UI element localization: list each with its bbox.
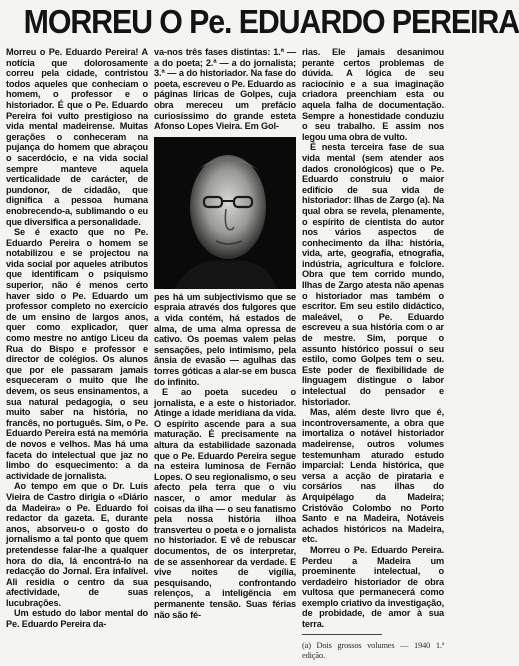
col1-para-2: Se é exacto que no Pe. Eduardo Pereira o homem se notabilizou e se projectou na vida social por aqueles atributos que identificam o psiquismo superior, não é menos certo haver sido o Pe. Eduardo um professor completo no exercício de um ensino de largos anos, quer como explicador, quer como mestre no antigo Liceu da Rua do Bispo e professor e director de colégios. Os alunos que por ele passaram jamais esqueceram o muito que lhe devem, os seus ensinamentos, a sua natural pedagogia, o seu muito saber na história, no francês, no português. Sim, o Pe. Eduardo Pereira está na memória de novos e velhos. Mas há uma faceta do intelectual que jaz no limbo do esquecimento: a da actividade de jornalista. [6,227,148,481]
column-3 [302,47,444,662]
col3-para-2: É nesta terceira fase de sua vida mental (sem atender aos dados cronológicos) que o Pe. Eduardo construiu o maior edifício de sua vida de historiador: Ilhas de Zargo (a). Na qual obra se revela, plenamente, o espírito de cientista do autor nos vários aspectos de conhecimento da ilha: história, vida, arte, geografia, etnografia, indústria, agricultura e folclore. Obra que tem corrido mundo, Ilhas de Zargo atesta não apenas o historiador mas também o escritor. Em seu estilo didáctico, maleável, o Pe. Eduardo escreveu a sua história com o ar de mestre. Sim, porque o assunto histórico possui o seu estilo, como Golpes tem o seu. Este poder de flexibilidade de linguagem distingue o labor intelectual do pensador e historiador. [302,142,444,407]
portrait-photo [154,137,296,289]
col2-para-top: va-nos três fases distintas: 1.ª — a do poeta; 2.ª — a do jornalista; 3.ª — a do historiador. Na fase do poeta, escreveu o Pe. Eduardo as páginas líricas de Golpes, cuja obra mereceu um prefácio curiosíssimo do grande esteta Afonso Lopes Vieira. Em Gol- [154,47,296,132]
col3-para-1: rias. Ele jamais desanimou perante certos problemas de dúvida. A lógica de seu raciocínio e a sua imaginação criadora preenchiam esta ou aquela falha de documentação. Sempre a honestidade conduziu o seu trabalho. E assim nos legou uma obra de vulto. [302,47,444,142]
article-columns [6,47,447,662]
col1-para-1: Morreu o Pe. Eduardo Pereira! A notícia que dolorosamente correu pela cidade, contristou todos aqueles que conheciam o homem, o professor e o historiador. É que o Pe. Eduardo Pereira foi vulto prestigioso na vida mental madeirense. Muitas gerações o conheceram na pujança do homem que abraçou o sacerdócio, e na vida social sempre manteve aquela verticalidade de carácter, de pundonor, de cidadão, que dignifica a pessoa humana enobrecendo-a, sublimando o eu que diversifica a personalidade. [6,47,148,227]
footnote: (a) Dois grossos volumes — 1940 1.ª edição. [302,640,444,661]
col2-para-3: E ao poeta sucedeu o jornalista, e a este o historiador. Atinge a idade meridiana da vida. O espírito ascende para a sua maturação. É precisamente na altura da estabilidade sazonada que o Pe. Eduardo Pereira segue na esteira luminosa de Fernão Lopes. O seu regionalismo, o seu afecto pela terra que o viu nascer, o amor medular às coisas da ilha — o seu fanatismo pela nossa história ilhoa transverteu o poeta e o jornalista no historiador. E vê de rebuscar documentos, de os interpretar, de se assenhorear da verdade. E vive noites de vigília, pesquisando, confrontando relenços, a inteligência em permanente tensão. Suas férias não são fé- [154,387,296,620]
portrait-image [154,137,296,289]
col2-para-2: pes há um subjectivismo que se espraia através dos fulgores que a vida contém, há estados de alma, de uma alma opressa de cativo. Os poemas valem pelas sensações, pelo intimismo, pela ânsia de evasão — agulhas das torres góticas a alar-se em busca do infinito. [154,291,296,387]
column-1 [6,47,148,630]
col3-para-4: Morreu o Pe. Eduardo Pereira. Perdeu a Madeira um proeminente intelectual, o verdadeiro historiador de obra vultosa que permanecerá como exemplo criativo da investigação, de probidade, de amor à sua terra. [302,544,444,630]
footnote-divider [302,634,382,635]
column-2 [154,47,296,620]
col3-para-3: Mas, além deste livro que é, incontroversamente, a obra que imortaliza o notável historiador madeirense, outros volumes testemunham aturado estudo imparcial: Lenda histórica, que versa a acção de pirataria e corsários nas ilhas do Arquipélago da Madeira; Cristóvão Colombo no Porto Santo e na Madeira, Notáveis achados históricos na Madeira, etc. [302,407,444,545]
col1-para-3: Ao tempo em que o Dr. Luís Vieira de Castro dirigia o «Diário da Madeira» o Pe. Eduardo foi redactor da gazeta. E, durante anos, absorveu-o o gosto do jornalismo a tal ponto que quem pretendesse falar-lhe a qualquer hora do dia, lá encontrá-lo na redacção do Jornal. Era infalível. Ali residia o centro da sua afectividade, de suas lucubrações. [6,481,148,608]
headline: MORREU O Pe. EDUARDO PEREIRA [23,3,519,40]
col1-para-4: Um estudo do labor mental do Pe. Eduardo Pereira da- [6,608,148,630]
